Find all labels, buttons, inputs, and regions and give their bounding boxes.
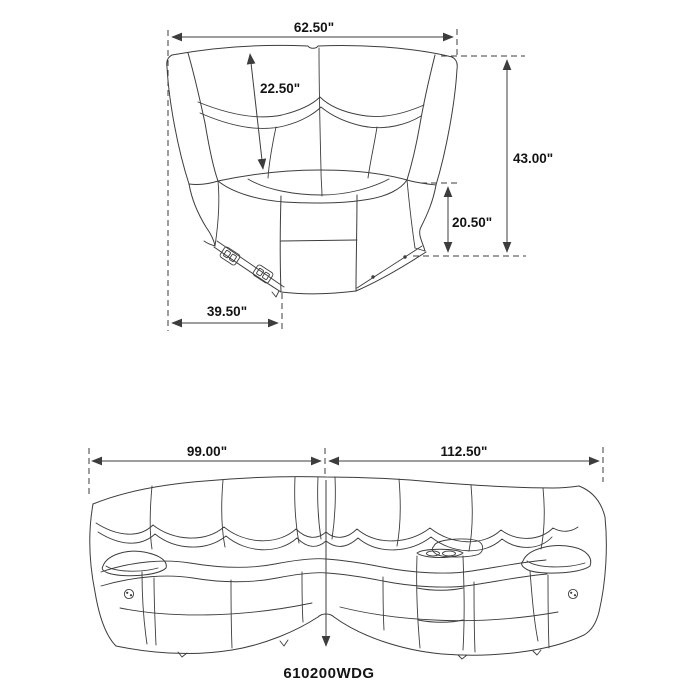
wedge-overall-height-dimension-label: 43.00" <box>513 151 554 166</box>
sectional-left-outer-edge <box>90 504 116 646</box>
sectional-right-width-label: 112.50" <box>440 444 488 459</box>
wedge-right-face-bottom-edge <box>356 252 426 291</box>
wedge-back-top-edge <box>172 45 452 57</box>
foot-tab <box>280 640 288 646</box>
wedge-width-dimension-label: 62.50" <box>293 20 335 35</box>
wedge-band-lower-seam <box>200 107 421 128</box>
wedge-band-upper-seam <box>198 97 424 117</box>
wedge-left-armbase-outer <box>189 184 215 246</box>
wedge-left-arm-outer <box>167 55 189 184</box>
wedge-right-arm-inner <box>407 55 435 180</box>
wedge-right-arm-outer <box>436 57 457 185</box>
wedge-right-armbase-outer <box>420 185 436 251</box>
corner-wedge-dimensions <box>168 20 553 331</box>
power-button-icon <box>568 589 577 598</box>
wedge-front-right-seam <box>356 195 357 291</box>
wedge-seat-height-dimension-label: 20.50" <box>452 215 493 230</box>
foot-tab <box>178 652 187 657</box>
wedge-front-horizontal-seam <box>281 240 357 241</box>
wedge-left-armbase-inner <box>215 181 219 246</box>
wedge-right-face-top-edge <box>357 246 422 288</box>
wedge-right-back-seam <box>368 127 377 178</box>
seat-front-upper <box>101 559 546 573</box>
wedge-depth-dimension-label: 39.50" <box>206 304 248 319</box>
back-height-dimension-line <box>250 54 263 169</box>
right-arm-roll-seam <box>527 561 585 567</box>
back-cushion-seams <box>150 477 544 551</box>
sectional-drawing <box>90 477 607 659</box>
wedge-right-armbase-inner <box>407 180 415 248</box>
model-number-label: 610200WDG <box>283 665 375 682</box>
fastener-dot <box>403 255 406 258</box>
sectional-back-top-edge <box>93 477 579 504</box>
wedge-seat-roll-seam <box>248 179 389 195</box>
left-arm-roll-seam <box>106 566 158 571</box>
wedge-seat-back-edge <box>218 170 407 181</box>
wedge-left-armbase-top <box>189 181 218 184</box>
cupholder-icon <box>443 551 456 556</box>
wedge-left-arm-inner <box>188 53 218 181</box>
left-arm-front-seam <box>142 572 147 644</box>
console-with-cupholders <box>417 539 483 650</box>
power-button-icon <box>124 589 133 598</box>
right-arm-front-seam <box>530 571 538 641</box>
foot-tab <box>533 650 541 655</box>
sectional-right-outer-edge <box>579 486 606 635</box>
recliner-front-seams <box>120 572 558 652</box>
foot-tab <box>458 655 467 659</box>
wedge-front-bottom-edge <box>281 291 356 294</box>
wedge-left-face-top-edge <box>217 241 284 287</box>
wedge-left-back-seam <box>268 127 276 178</box>
wedge-center-seam <box>319 48 322 196</box>
wedge-back-height-dimension-label: 22.50" <box>260 81 301 96</box>
corner-wedge-drawing <box>167 45 458 297</box>
headrest-band-upper <box>96 523 578 542</box>
wedge-left-armbase-bottom <box>204 241 215 246</box>
right-arm-roll <box>522 546 591 573</box>
headrest-band-lower <box>98 532 552 551</box>
sectional-bottom-edge <box>116 614 584 655</box>
fastener-dot <box>371 275 374 278</box>
wedge-foot-notch <box>272 291 279 297</box>
wedge-front-left-seam <box>280 196 281 292</box>
seat-front-lower <box>101 573 547 587</box>
sectional-left-width-label: 99.00" <box>186 444 228 459</box>
